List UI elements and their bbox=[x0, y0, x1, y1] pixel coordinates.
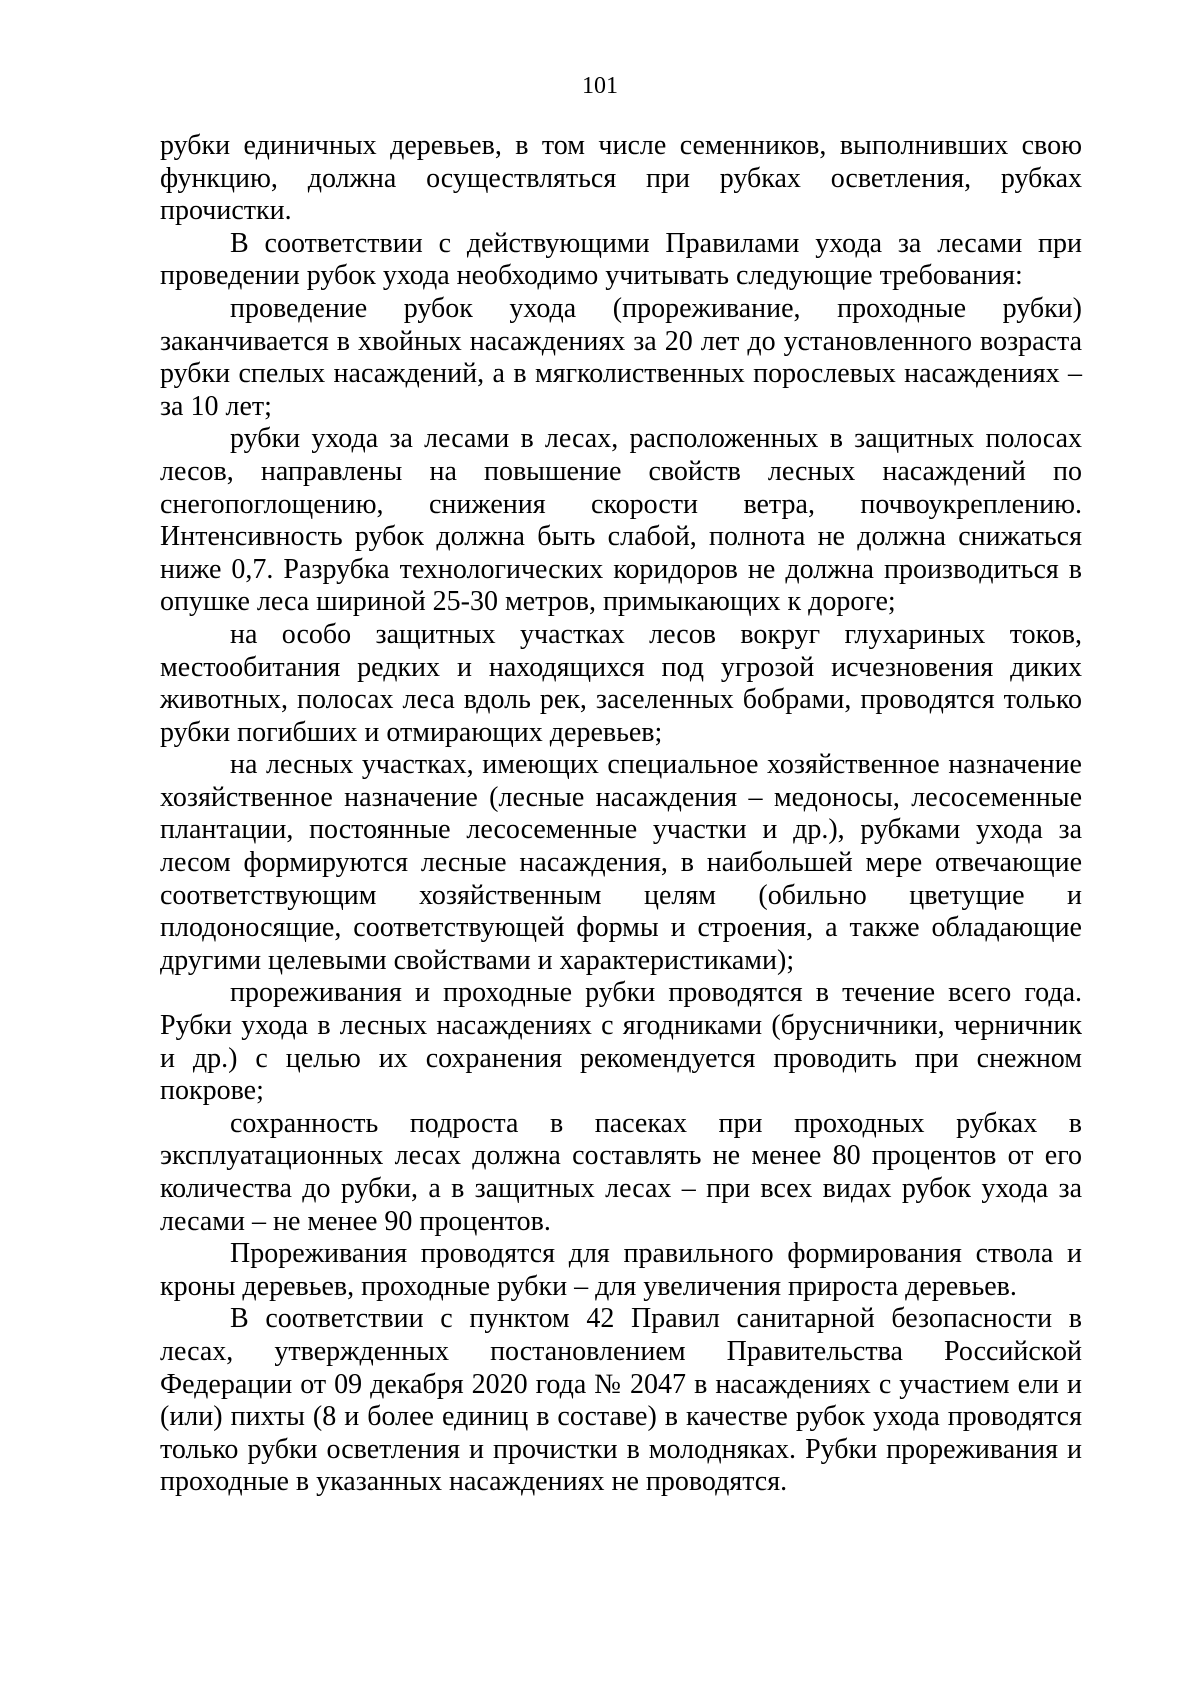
paragraph-year-round-cuttings: прореживания и проходные рубки проводятся в течение всего года. Рубки ухода в лесных насаждениях с ягодниками (брусничники, черничник и др.) с целью их сохранения рекомендуется проводить при снежном покрове; bbox=[160, 977, 1082, 1107]
paragraph-undergrowth-preservation: сохранность подроста в пасеках при проходных рубках в эксплуатационных лесах должна составлять не менее 80 процентов от его количества до рубки, а в защитных лесах – при всех видах рубок ухода за лесами – не менее 90 процентов. bbox=[160, 1107, 1082, 1237]
paragraph-protective-strips: рубки ухода за лесами в лесах, расположенных в защитных полосах лесов, направлены на повышение свойств лесных насаждений по снегопоглощению, снижения скорости ветра, почвоукреплению. Интенсивность рубок должна быть слабой, полнота не должна снижаться ниже 0,7. Разрубка технологических коридоров не должна производиться в опушке леса шириной 25-30 метров, примыкающих к дороге; bbox=[160, 423, 1082, 618]
paragraph-sanitary-rules: В соответствии с пунктом 42 Правил санитарной безопасности в лесах, утвержденных постановлением Правительства Российской Федерации от 09 декабря 2020 года № 2047 в насаждениях с участием ели и (или) пихты (8 и более единиц в составе) в качестве рубок ухода проводятся только рубки осветления и прочистки в молодняках. Рубки прореживания и проходные в указанных насаждениях не проводятся. bbox=[160, 1303, 1082, 1498]
paragraph-special-protective-areas: на особо защитных участках лесов вокруг глухариных токов, местообитания редких и находящихся под угрозой исчезновения диких животных, полосах леса вдоль рек, заселенных бобрами, проводятся только рубки погибших и отмирающих деревьев; bbox=[160, 618, 1082, 748]
page-number: 101 bbox=[582, 73, 618, 99]
paragraph-continued: рубки единичных деревьев, в том числе семенников, выполнивших свою функцию, должна осуществляться при рубках осветления, рубках прочистки. bbox=[160, 130, 1082, 227]
paragraph-special-purpose-areas: на лесных участках, имеющих специальное хозяйственное назначение хозяйственное назначение (лесные насаждения – медоносы, лесосеменные плантации, постоянные лесосеменные участки и др.), рубками ухода за лесом формируются лесные насаждения, в наибольшей мере отвечающие соответствующим хозяйственным целям (обильно цветущие и плодоносящие, соответствующей формы и строения, а также обладающие другими целевыми свойствами и характеристиками); bbox=[160, 749, 1082, 976]
paragraph-thinning-deadline: проведение рубок ухода (прореживание, проходные рубки) заканчивается в хвойных насаждениях за 20 лет до установленного возраста рубки спелых насаждений, а в мягколиственных порослевых насаждениях – за 10 лет; bbox=[160, 292, 1082, 422]
paragraph-requirements-intro: В соответствии с действующими Правилами ухода за лесами при проведении рубок ухода необходимо учитывать следующие требования: bbox=[160, 227, 1082, 292]
paragraph-thinning-purpose: Прореживания проводятся для правильного формирования ствола и кроны деревьев, проходные рубки – для увеличения прироста деревьев. bbox=[160, 1238, 1082, 1302]
body-text bbox=[160, 130, 1082, 1499]
